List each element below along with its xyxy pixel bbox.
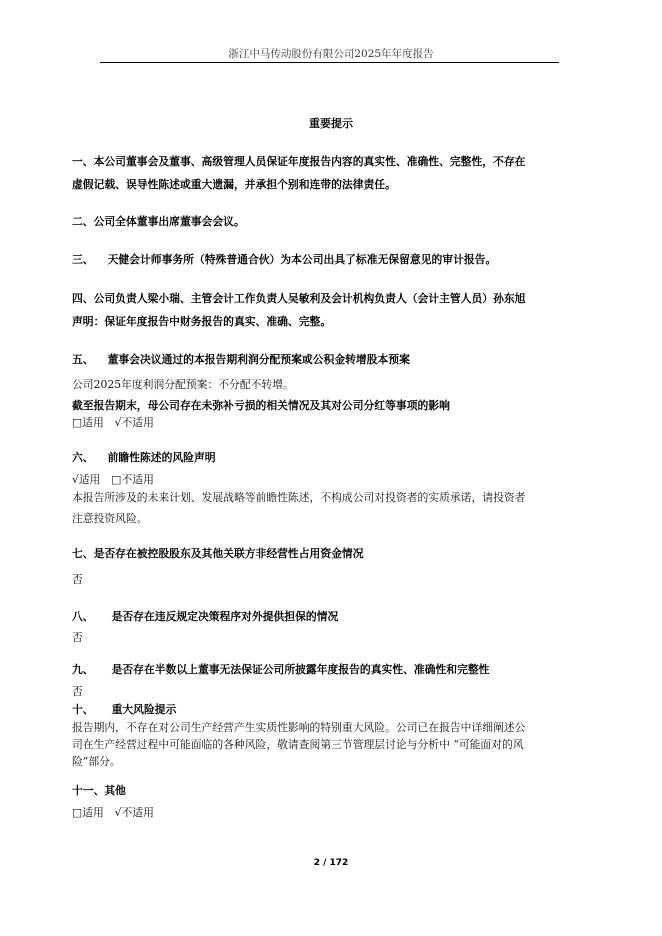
- item-9-answer: 否: [72, 685, 83, 698]
- item-6-body-line-1: 本报告所涉及的未来计划、发展战略等前瞻性陈述，不构成公司对投资者的实质承诺，请投资者: [72, 491, 526, 504]
- item-10-body-line-1: 报告期内，不存在对公司生产经营产生实质性影响的特别重大风险。公司已在报告中详细阐述公: [72, 721, 526, 734]
- item-5-heading: [72, 352, 410, 367]
- item-6-number: 六、: [72, 451, 94, 464]
- item-11-applicability: □适用 √不适用: [72, 806, 154, 819]
- item-1-line-1: 一、本公司董事会及董事、高级管理人员保证年度报告内容的真实性、准确性、完整性，不存在: [72, 155, 526, 168]
- item-5-number: 五、: [72, 353, 94, 366]
- header-divider: [100, 62, 559, 63]
- item-9-text: 是否存在半数以上董事无法保证公司所披露年度报告的真实性、准确性和完整性: [111, 663, 490, 676]
- item-4-line-1: 四、公司负责人梁小瑞、主管会计工作负责人吴敏利及会计机构负责人（会计主管人员）孙东旭: [72, 292, 526, 305]
- item-10-body-line-3: 险”部分。: [72, 755, 121, 768]
- item-6-heading: [72, 450, 216, 465]
- item-2: 二、公司全体董事出席董事会会议。: [72, 215, 245, 228]
- item-7-heading: 七、是否存在被控股股东及其他关联方非经营性占用资金情况: [72, 547, 364, 560]
- item-10-text: 重大风险提示: [111, 703, 177, 716]
- item-3: [72, 252, 496, 267]
- item-10-heading: [72, 702, 176, 717]
- item-6-applicability: √适用 □不适用: [72, 473, 154, 486]
- section-title: 重要提示: [309, 117, 353, 130]
- item-10-body-line-2: 司在生产经营过程中可能面临的各种风险，敬请查阅第三节管理层讨论与分析中 “可能面对的风: [72, 738, 524, 751]
- item-8-heading: [72, 609, 338, 624]
- item-7-answer: 否: [72, 573, 83, 586]
- item-1-line-2: 虚假记载、误导性陈述或重大遗漏，并承担个别和连带的法律责任。: [72, 178, 396, 191]
- item-6-body-line-2: 注意投资风险。: [72, 512, 148, 525]
- item-5-applicability: □适用 √不适用: [72, 416, 154, 429]
- item-3-number: 三、: [72, 253, 94, 266]
- item-11-heading: 十一、其他: [72, 784, 126, 797]
- item-5-text: 董事会决议通过的本报告期利润分配预案或公积金转增股本预案: [107, 353, 410, 366]
- item-8-text: 是否存在违反规定决策程序对外提供担保的情况: [111, 610, 339, 623]
- item-8-number: 八、: [72, 610, 94, 623]
- page-header: 浙江中马传动股份有限公司2025年年度报告: [228, 48, 434, 60]
- item-4-line-2: 声明：保证年度报告中财务报告的真实、准确、完整。: [72, 315, 332, 328]
- item-3-text: 天健会计师事务所（特殊普通合伙）为本公司出具了标准无保留意见的审计报告。: [107, 253, 497, 266]
- item-9-number: 九、: [72, 663, 94, 676]
- item-8-answer: 否: [72, 631, 83, 644]
- item-9-heading: [72, 662, 489, 677]
- item-5-sub-heading: 截至报告期末，母公司存在未弥补亏损的相关情况及其对公司分红等事项的影响: [72, 399, 450, 412]
- item-5-body: 公司2025年度利润分配预案：不分配不转增。: [72, 378, 294, 391]
- page-number: 2 / 172: [313, 858, 349, 868]
- item-6-text: 前瞻性陈述的风险声明: [107, 451, 216, 464]
- item-10-number: 十、: [72, 703, 94, 716]
